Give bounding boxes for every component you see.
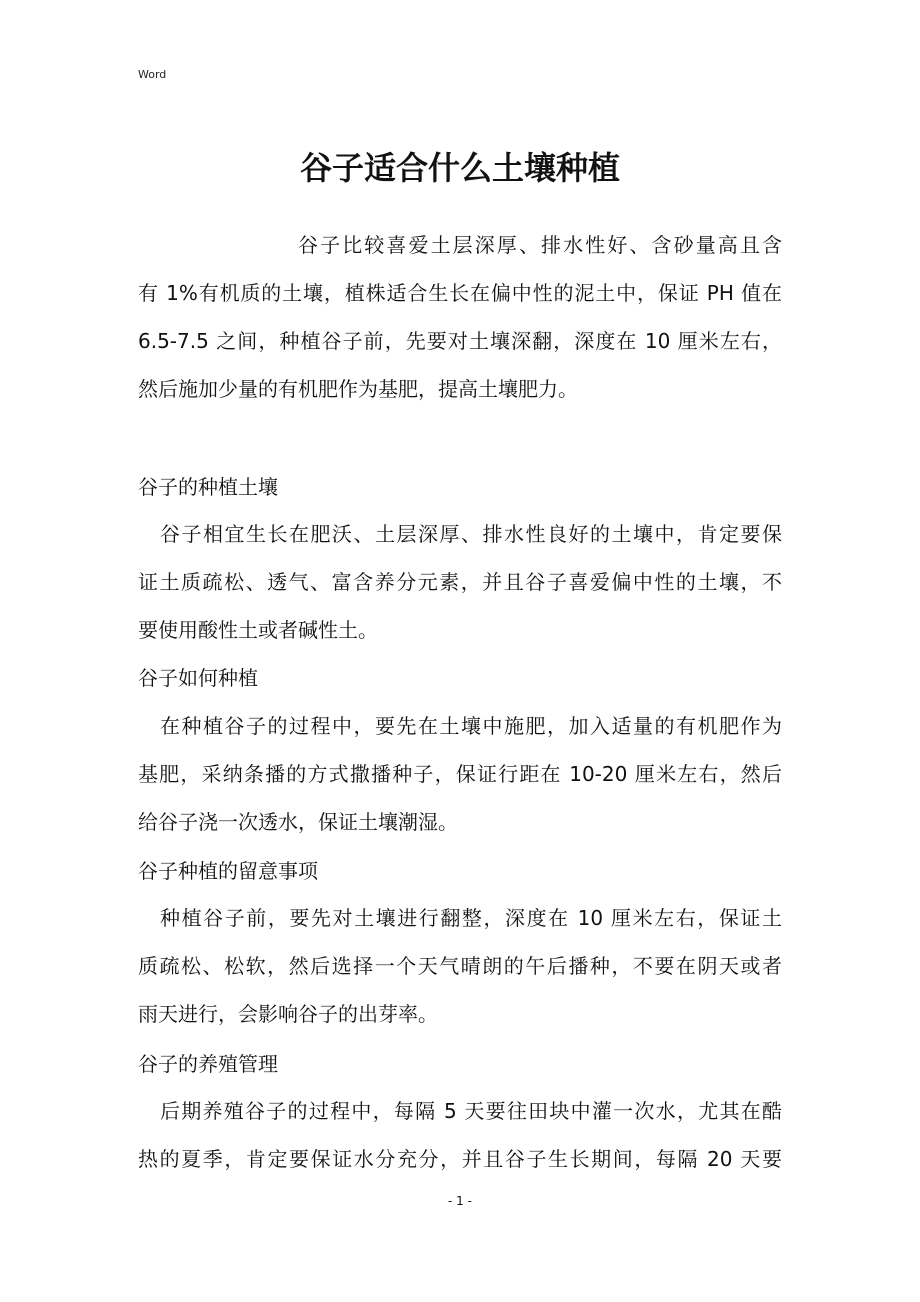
paragraph-line: 雨天进行，会影响谷子的出芽率。 bbox=[138, 1002, 438, 1026]
section-heading: 谷子种植的留意事项 bbox=[138, 859, 318, 883]
paragraph-line: 在种植谷子的过程中，要先在土壤中施肥，加入适量的有机肥作为 bbox=[160, 714, 782, 738]
section-heading: 谷子的种植土壤 bbox=[138, 475, 278, 499]
document-title: 谷子适合什么土壤种植 bbox=[299, 149, 620, 187]
section-heading: 谷子的养殖管理 bbox=[138, 1052, 278, 1076]
paragraph bbox=[138, 894, 782, 1038]
paragraph-line: 给谷子浇一次透水，保证土壤潮湿。 bbox=[138, 810, 458, 834]
paragraph-line: 谷子比较喜爱土层深厚、排水性好、含砂量高且含 bbox=[298, 233, 782, 257]
paragraph-line: 热的夏季，肯定要保证水分充分，并且谷子生长期间，每隔 20 天要 bbox=[138, 1147, 782, 1171]
paragraph bbox=[138, 1087, 782, 1183]
paragraph bbox=[138, 702, 782, 846]
paragraph-line: 质疏松、松软，然后选择一个天气晴朗的午后播种，不要在阴天或者 bbox=[138, 954, 782, 978]
paragraph bbox=[138, 510, 782, 654]
paragraph-line: 证土质疏松、透气、富含养分元素，并且谷子喜爱偏中性的土壤，不 bbox=[138, 570, 782, 594]
paragraph bbox=[138, 221, 782, 413]
page-header-label: Word bbox=[138, 68, 167, 81]
paragraph-line: 6.5-7.5 之间，种植谷子前，先要对土壤深翻，深度在 10 厘米左右， bbox=[138, 329, 782, 353]
paragraph-line: 有 1%有机质的土壤，植株适合生长在偏中性的泥土中，保证 PH 值在 bbox=[138, 281, 782, 305]
paragraph-line: 种植谷子前，要先对土壤进行翻整，深度在 10 厘米左右，保证土 bbox=[160, 906, 782, 930]
section-heading: 谷子如何种植 bbox=[138, 666, 258, 690]
paragraph-line: 然后施加少量的有机肥作为基肥，提高土壤肥力。 bbox=[138, 377, 578, 401]
paragraph-line: 基肥，采纳条播的方式撒播种子，保证行距在 10-20 厘米左右，然后 bbox=[138, 762, 782, 786]
paragraph-line: 谷子相宜生长在肥沃、土层深厚、排水性良好的土壤中，肯定要保 bbox=[160, 522, 782, 546]
paragraph-line: 要使用酸性土或者碱性土。 bbox=[138, 618, 378, 642]
paragraph-line: 后期养殖谷子的过程中，每隔 5 天要往田块中灌一次水，尤其在酷 bbox=[160, 1099, 782, 1123]
page-number: - 1 - bbox=[448, 1194, 472, 1208]
